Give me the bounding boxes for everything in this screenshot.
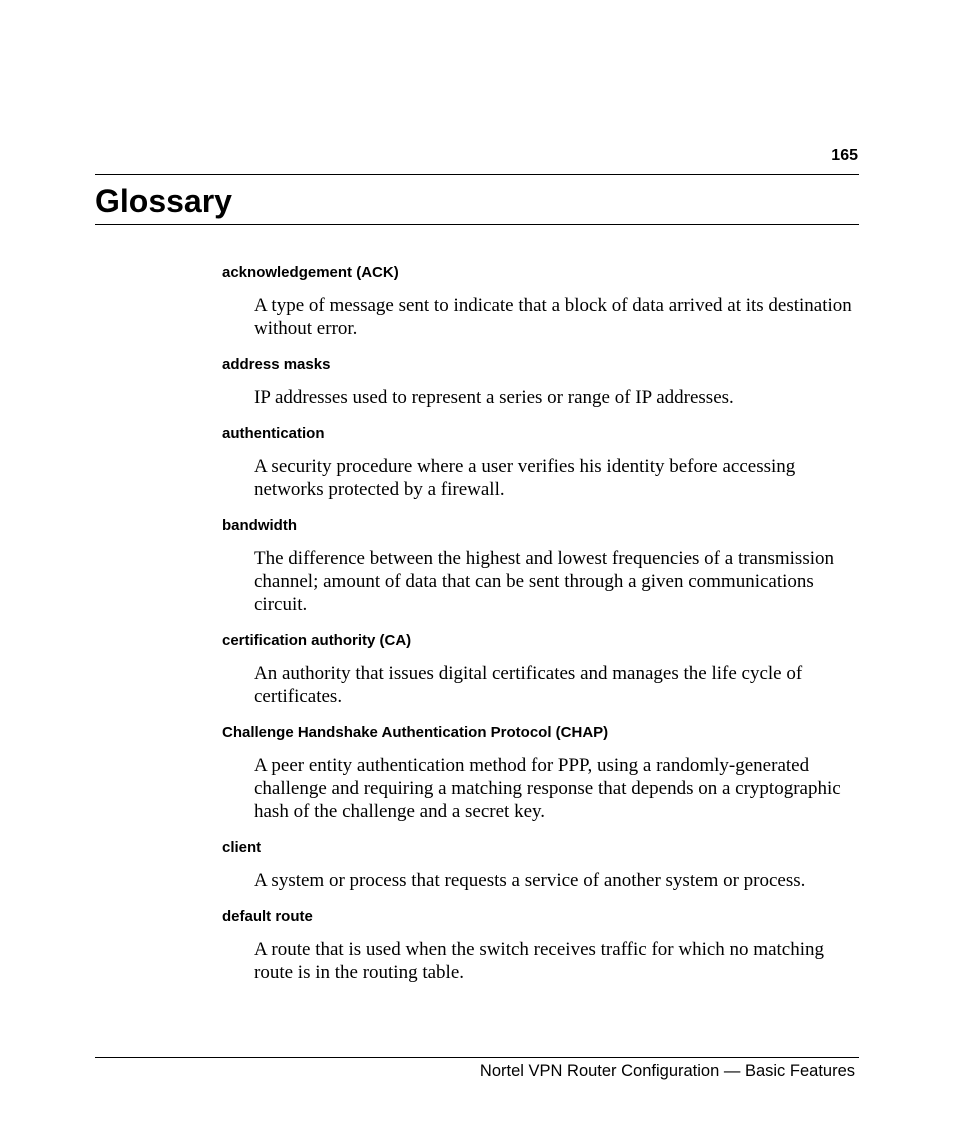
glossary-definition: A security procedure where a user verifies his identity before accessing networks protected by a firewall.: [254, 456, 796, 500]
glossary-definition: A route that is used when the switch receives traffic for which no matching route is in the routing table.: [254, 939, 825, 983]
glossary-definition: An authority that issues digital certificates and manages the life cycle of certificates.: [254, 663, 803, 707]
glossary-definition: The difference between the highest and lowest frequencies of a transmission channel; amount of data that can be sent through a given communications circuit.: [254, 548, 835, 615]
glossary-definition: A system or process that requests a service of another system or process.: [254, 870, 806, 891]
glossary-term: address masks: [222, 356, 331, 373]
glossary-definition: IP addresses used to represent a series or range of IP addresses.: [254, 387, 734, 408]
glossary-entry-address-masks: [222, 354, 862, 409]
glossary-term: client: [222, 839, 262, 856]
footer-rule: [95, 1057, 859, 1058]
glossary-entries: [222, 262, 862, 998]
glossary-term: certification authority (CA): [222, 632, 412, 649]
footer-title: Nortel VPN Router Configuration — Basic Features: [479, 1062, 855, 1080]
glossary-term: authentication: [222, 425, 325, 442]
glossary-entry-authentication: [222, 423, 862, 501]
title-rule: [95, 224, 859, 225]
glossary-entry-client: [222, 837, 862, 892]
glossary-entry-default-route: [222, 906, 862, 984]
glossary-definition: A peer entity authentication method for PPP, using a randomly-generated challenge and requiring a matching response that depends on a cryptographic hash of the challenge and a secret key.: [254, 755, 841, 822]
glossary-entry-ca: [222, 630, 862, 708]
glossary-term: bandwidth: [222, 517, 297, 534]
glossary-definition: A type of message sent to indicate that a block of data arrived at its destination without error.: [254, 295, 852, 339]
glossary-term: default route: [222, 908, 313, 925]
glossary-entry-ack: [222, 262, 862, 340]
glossary-term: acknowledgement (ACK): [222, 264, 399, 281]
page-number: 165: [831, 147, 858, 164]
header-rule: [95, 174, 859, 175]
glossary-entry-chap: [222, 722, 862, 823]
glossary-term: Challenge Handshake Authentication Protocol (CHAP): [222, 724, 609, 741]
page-title: Glossary: [95, 183, 232, 219]
glossary-entry-bandwidth: [222, 515, 862, 616]
